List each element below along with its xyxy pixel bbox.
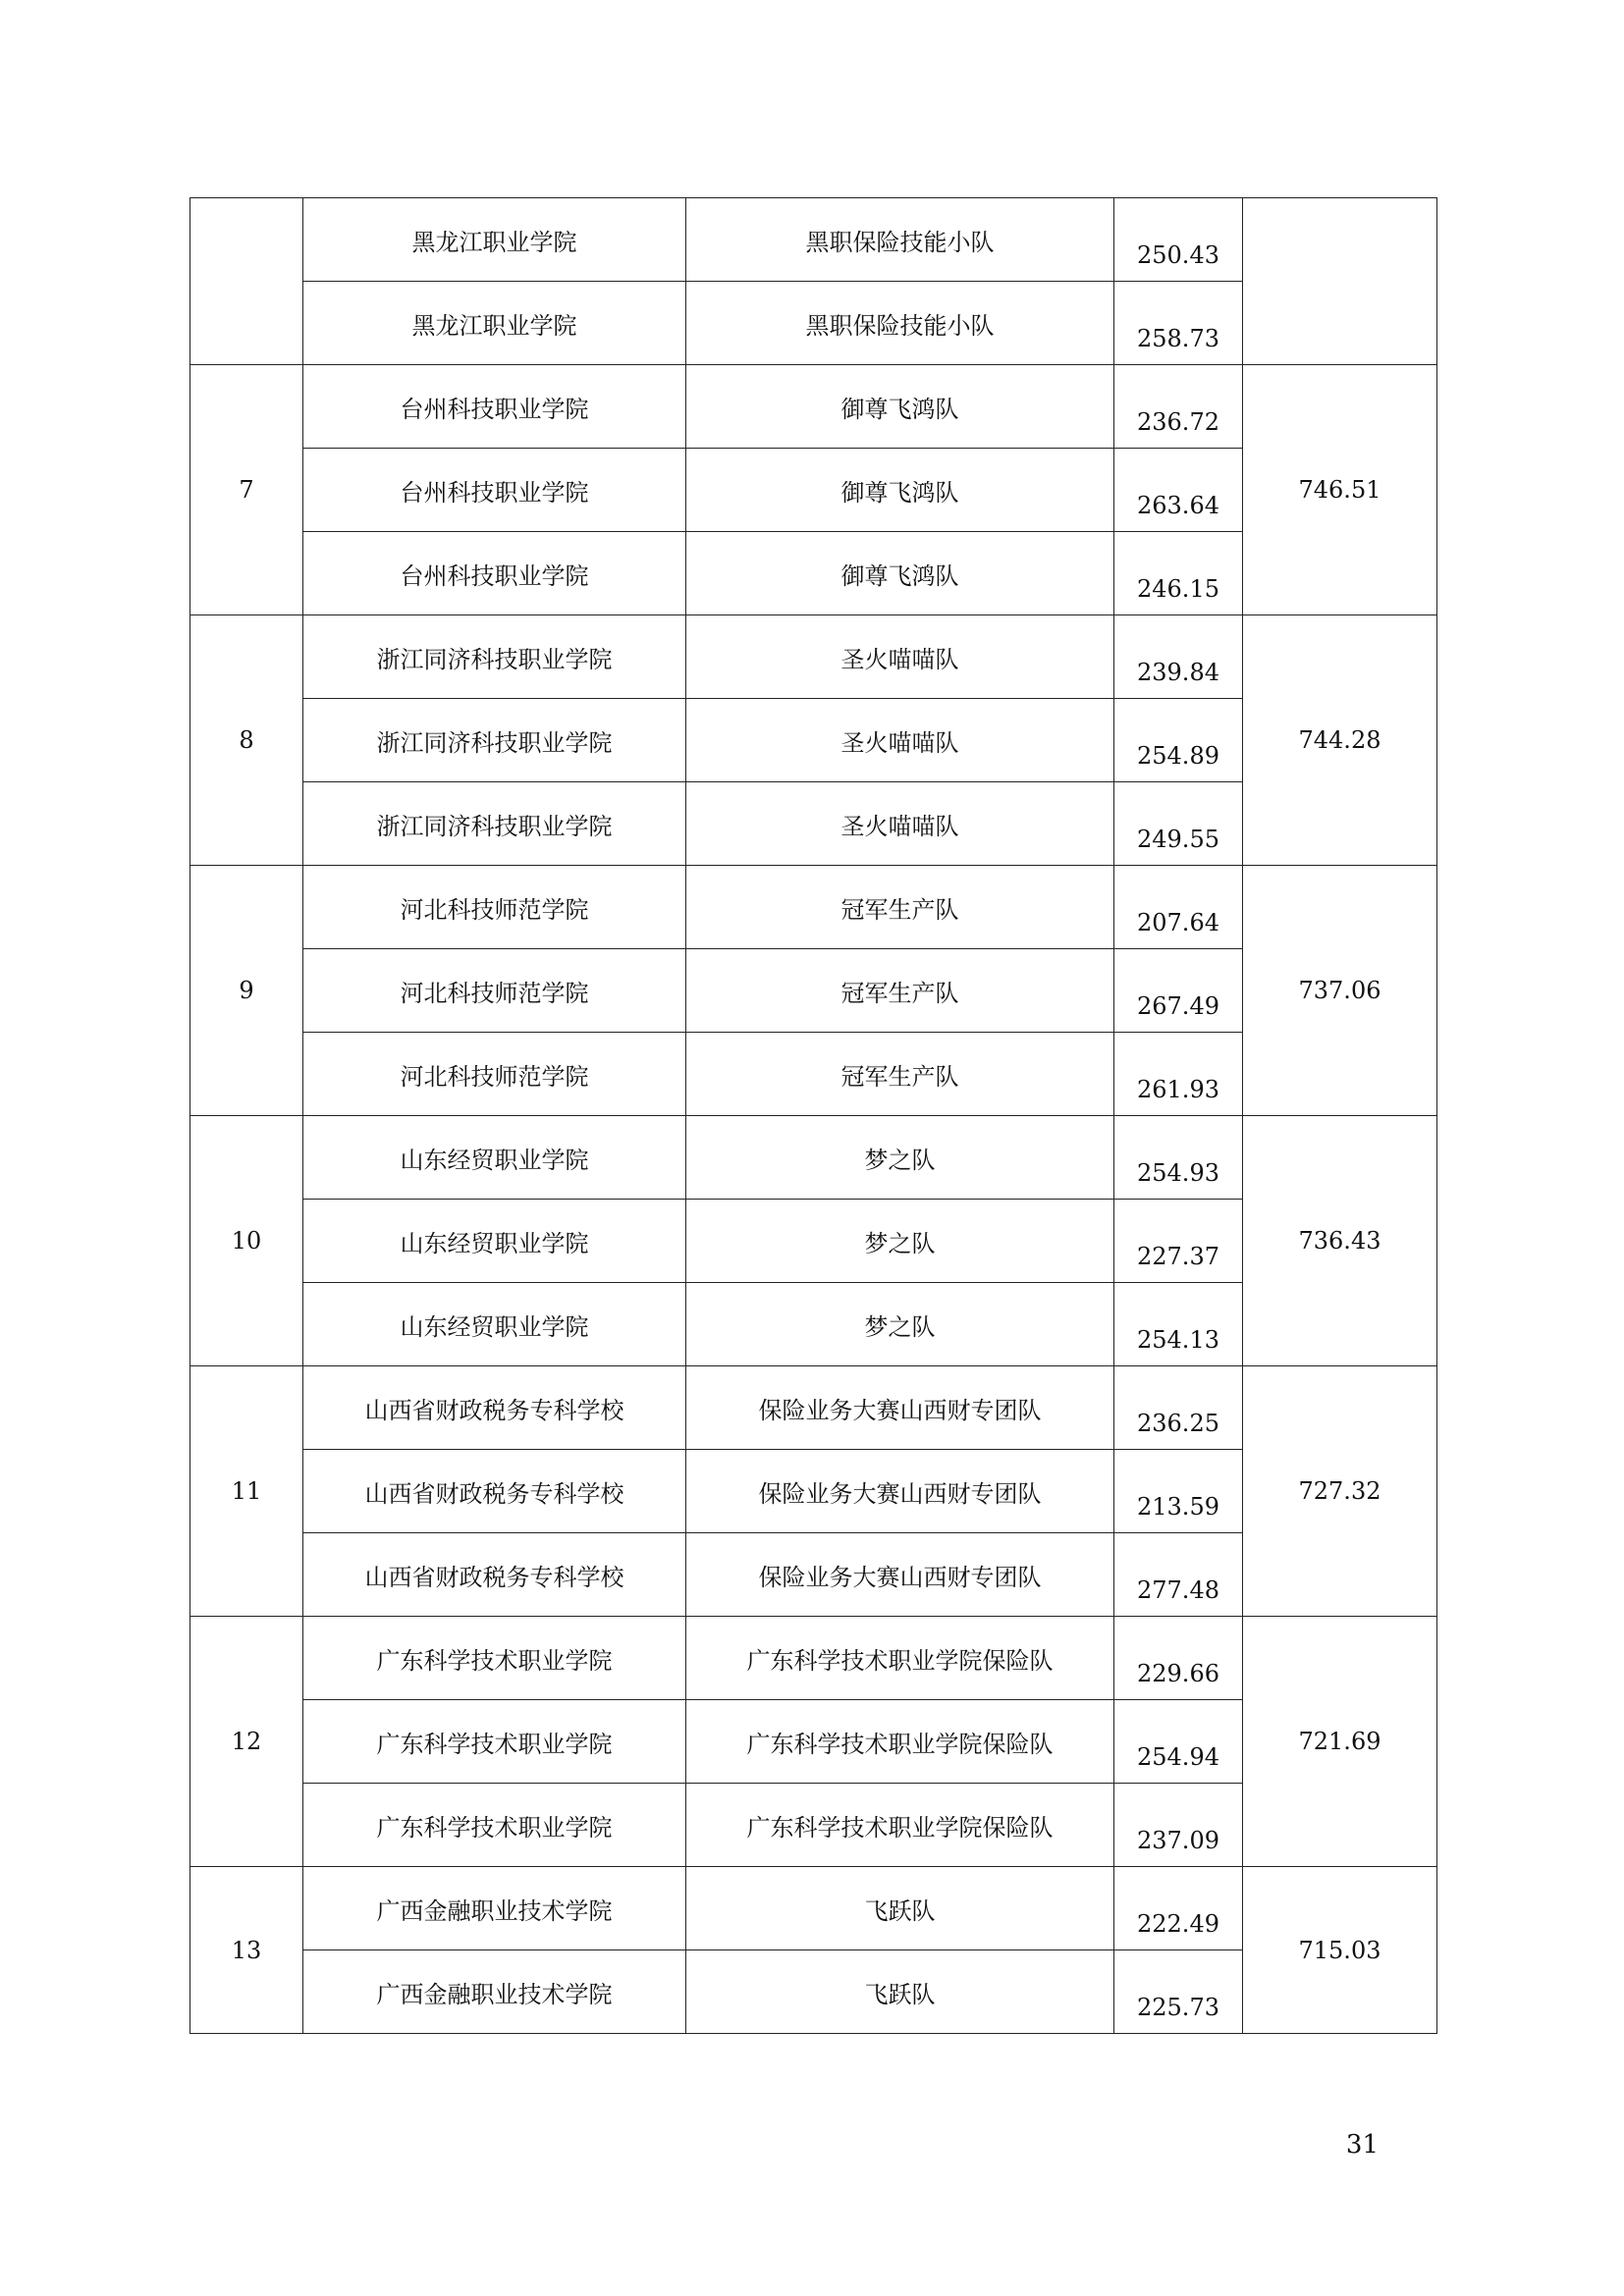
rank-cell: 8	[190, 615, 303, 866]
school-cell: 黑龙江职业学院	[303, 198, 686, 282]
team-cell: 广东科学技术职业学院保险队	[686, 1700, 1114, 1784]
team-cell: 保险业务大赛山西财专团队	[686, 1450, 1114, 1533]
score-cell: 237.09	[1114, 1784, 1243, 1867]
team-cell: 飞跃队	[686, 1867, 1114, 1950]
rank-cell: 10	[190, 1116, 303, 1366]
school-cell: 山西省财政税务专科学校	[303, 1366, 686, 1450]
total-score-cell: 715.03	[1243, 1867, 1437, 2034]
team-cell: 梦之队	[686, 1200, 1114, 1283]
score-cell: 246.15	[1114, 532, 1243, 615]
score-cell: 213.59	[1114, 1450, 1243, 1533]
team-cell: 冠军生产队	[686, 949, 1114, 1033]
rank-cell: 13	[190, 1867, 303, 2034]
table-row	[190, 1366, 1437, 1450]
team-cell: 保险业务大赛山西财专团队	[686, 1366, 1114, 1450]
total-score-cell: 737.06	[1243, 866, 1437, 1116]
score-cell: 222.49	[1114, 1867, 1243, 1950]
school-cell: 山西省财政税务专科学校	[303, 1533, 686, 1617]
score-cell: 239.84	[1114, 615, 1243, 699]
score-cell: 254.93	[1114, 1116, 1243, 1200]
school-cell: 广东科学技术职业学院	[303, 1700, 686, 1784]
team-cell: 广东科学技术职业学院保险队	[686, 1617, 1114, 1700]
school-cell: 广西金融职业技术学院	[303, 1950, 686, 2034]
score-cell: 254.89	[1114, 699, 1243, 782]
total-score-cell: 746.51	[1243, 365, 1437, 615]
school-cell: 台州科技职业学院	[303, 449, 686, 532]
score-cell: 227.37	[1114, 1200, 1243, 1283]
score-cell: 267.49	[1114, 949, 1243, 1033]
school-cell: 河北科技师范学院	[303, 1033, 686, 1116]
team-cell: 冠军生产队	[686, 1033, 1114, 1116]
score-cell: 261.93	[1114, 1033, 1243, 1116]
team-cell: 御尊飞鸿队	[686, 532, 1114, 615]
school-cell: 广西金融职业技术学院	[303, 1867, 686, 1950]
results-table	[189, 197, 1437, 2034]
team-cell: 梦之队	[686, 1116, 1114, 1200]
score-cell: 236.25	[1114, 1366, 1243, 1450]
school-cell: 台州科技职业学院	[303, 365, 686, 449]
total-score-cell: 736.43	[1243, 1116, 1437, 1366]
school-cell: 黑龙江职业学院	[303, 282, 686, 365]
rank-cell: 7	[190, 365, 303, 615]
school-cell: 广东科学技术职业学院	[303, 1617, 686, 1700]
team-cell: 圣火喵喵队	[686, 699, 1114, 782]
table-row	[190, 1617, 1437, 1700]
rank-cell: 12	[190, 1617, 303, 1867]
table-row	[190, 198, 1437, 282]
school-cell: 浙江同济科技职业学院	[303, 699, 686, 782]
score-cell: 277.48	[1114, 1533, 1243, 1617]
school-cell: 山东经贸职业学院	[303, 1200, 686, 1283]
score-cell: 229.66	[1114, 1617, 1243, 1700]
team-cell: 圣火喵喵队	[686, 782, 1114, 866]
score-cell: 254.94	[1114, 1700, 1243, 1784]
team-cell: 圣火喵喵队	[686, 615, 1114, 699]
team-cell: 飞跃队	[686, 1950, 1114, 2034]
score-cell: 225.73	[1114, 1950, 1243, 2034]
results-table-body	[190, 198, 1437, 2034]
total-score-cell: 727.32	[1243, 1366, 1437, 1617]
school-cell: 浙江同济科技职业学院	[303, 782, 686, 866]
school-cell: 台州科技职业学院	[303, 532, 686, 615]
school-cell: 山东经贸职业学院	[303, 1116, 686, 1200]
score-cell: 263.64	[1114, 449, 1243, 532]
total-score-cell	[1243, 198, 1437, 365]
school-cell: 山东经贸职业学院	[303, 1283, 686, 1366]
score-cell: 254.13	[1114, 1283, 1243, 1366]
score-cell: 258.73	[1114, 282, 1243, 365]
rank-cell: 9	[190, 866, 303, 1116]
total-score-cell: 744.28	[1243, 615, 1437, 866]
school-cell: 广东科学技术职业学院	[303, 1784, 686, 1867]
table-row	[190, 1116, 1437, 1200]
total-score-cell: 721.69	[1243, 1617, 1437, 1867]
school-cell: 河北科技师范学院	[303, 866, 686, 949]
team-cell: 梦之队	[686, 1283, 1114, 1366]
rank-cell	[190, 198, 303, 365]
team-cell: 保险业务大赛山西财专团队	[686, 1533, 1114, 1617]
table-row	[190, 866, 1437, 949]
school-cell: 浙江同济科技职业学院	[303, 615, 686, 699]
rank-cell: 11	[190, 1366, 303, 1617]
team-cell: 御尊飞鸿队	[686, 449, 1114, 532]
team-cell: 黑职保险技能小队	[686, 198, 1114, 282]
table-row	[190, 615, 1437, 699]
score-cell: 236.72	[1114, 365, 1243, 449]
score-cell: 207.64	[1114, 866, 1243, 949]
page-number: 31	[1345, 2130, 1379, 2160]
team-cell: 广东科学技术职业学院保险队	[686, 1784, 1114, 1867]
team-cell: 冠军生产队	[686, 866, 1114, 949]
team-cell: 御尊飞鸿队	[686, 365, 1114, 449]
score-cell: 249.55	[1114, 782, 1243, 866]
table-row	[190, 1867, 1437, 1950]
score-cell: 250.43	[1114, 198, 1243, 282]
school-cell: 河北科技师范学院	[303, 949, 686, 1033]
table-row	[190, 365, 1437, 449]
school-cell: 山西省财政税务专科学校	[303, 1450, 686, 1533]
team-cell: 黑职保险技能小队	[686, 282, 1114, 365]
